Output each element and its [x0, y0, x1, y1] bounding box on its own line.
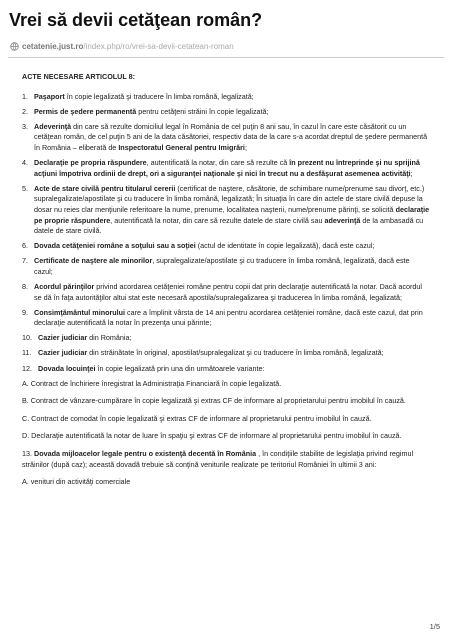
header-divider — [8, 57, 444, 58]
list-item-text — [34, 282, 430, 303]
document-body — [22, 72, 430, 495]
housing-options — [22, 379, 430, 488]
list-item-text — [34, 241, 430, 252]
text: , în condiţiile stabilite de legislaţia privind regimul străinilor (după caz); această dovadă trebuie să conţină veniturile realizate pe teritoriul României în ultimii 3 ani: — [22, 449, 414, 469]
bold-text: declaraţie pe proprie răspundere — [34, 204, 430, 225]
text: , autentificată la notar, din care să rezulte datele de stare civilă sau — [110, 215, 325, 225]
list-item-number: 11. — [22, 348, 32, 358]
text: (certificat de naştere, căsătorie, de schimbare nume/prenume sau divorţ, etc.) supralegalizate/apostilate şi cu traducere în limba română, legalizată; În situaţia în care din actele de stare civilă depuse la dosar nu reies clar menţiunile referitoare la nume, prenume, localitatea naşterii, nume/prenume părinţi, se solicită — [34, 183, 425, 214]
list-item-text — [34, 92, 430, 103]
text: 13. — [22, 449, 34, 459]
list-item-text — [38, 364, 430, 375]
bold-text: Consimţământul minorului — [34, 307, 126, 317]
bold-text: Dovada locuinţei — [38, 363, 96, 373]
list-item-number: 9. — [22, 307, 28, 317]
list-item-text — [38, 333, 430, 344]
bold-text: adeverinţă — [324, 215, 361, 225]
text: (actul de identitate în copie legalizată), dacă este cazul; — [195, 241, 375, 251]
text: A. venituri din activităţi comerciale — [22, 477, 131, 487]
list-item — [22, 348, 430, 359]
list-item-number: 3. — [22, 121, 28, 131]
list-item — [22, 308, 430, 329]
text: , supralegalizate/apostilate şi cu traducere în limba română, legalizată, dacă este cazul; — [34, 256, 410, 276]
list-item — [22, 122, 430, 154]
list-item-text — [34, 256, 430, 277]
list-item — [22, 92, 430, 103]
page-title: Vrei să devii cetăţean român? — [9, 10, 263, 30]
text: care a împlinit vârsta de 14 ani pentru acordarea cetăţeniei române, dacă este cazul, dat prin declaraţie autentificată la notar în prezenţa unui părinte; — [34, 307, 423, 328]
list-item — [22, 158, 430, 179]
bold-text: Adeverinţă — [34, 121, 72, 131]
bold-text: Permis de şedere permanentă — [34, 106, 137, 116]
list-item-text — [34, 308, 430, 329]
text: din străinătate în original, apostilat/supralegalizat şi cu traducere în limba română, legalizată; — [87, 348, 384, 358]
list-item — [22, 333, 430, 344]
bold-text: Acordul părinţilor — [34, 282, 95, 291]
bold-text: Paşaport — [34, 91, 65, 101]
bold-text: Acte de stare civilă pentru titularul cererii — [34, 183, 176, 193]
section-heading: ACTE NECESARE ARTICOLUL 8: — [22, 72, 136, 81]
paragraph — [22, 431, 430, 442]
bold-text: Dovada mijloacelor legale pentru o existenţă decentă în România — [34, 449, 257, 459]
page-number: 1/5 — [429, 622, 440, 631]
list-item-number: 8. — [22, 282, 28, 291]
paragraph — [22, 396, 430, 407]
text: D. Declaraţie autentificată la notar de luare în spaţiu şi extras CF de informare al proprietarului pentru imobilul în cauză. — [22, 431, 402, 441]
source-url[interactable] — [10, 42, 234, 51]
list-item — [22, 241, 430, 252]
list-item-text — [34, 184, 430, 237]
text: ; — [244, 142, 247, 152]
globe-link-icon — [10, 42, 19, 51]
list-item — [22, 184, 430, 237]
bold-text: Certificate de naştere ale minorilor — [34, 256, 153, 266]
text: de la ambasadă cu datele de stare civilă. — [34, 215, 424, 236]
text: ; — [410, 168, 413, 178]
text: A. Contract de închiriere înregistrat la Administraţia Financiară în copie legalizată. — [22, 378, 282, 388]
list-item-number: 7. — [22, 256, 28, 266]
list-item-number: 5. — [22, 183, 28, 193]
bold-text: Declaraţie pe propria răspundere — [34, 158, 147, 168]
list-item-text — [38, 348, 430, 359]
paragraph — [22, 379, 430, 390]
list-item-number: 4. — [22, 158, 28, 168]
text: C. Contract de comodat în copie legalizată şi extras CF de informare al proprietarului pentru imobilul în cauză. — [22, 413, 372, 423]
text: în copie legalizată şi traducere în limba română, legalizată; — [64, 91, 254, 101]
text: privind acordarea cetăţeniei române pentru copii dat prin declaraţie autentificată la notar. Dacă acordul se dă în faţa autorităţilor altui stat este necesară apostila/supralegalizarea şi traducerea în limba română, legalizată; — [34, 282, 422, 302]
text: pentru cetăţeni străini în copie legalizată; — [136, 106, 269, 116]
url-domain[interactable]: cetatenie.just.ro — [22, 42, 84, 51]
bold-text: Inspectoratul General pentru Imigrări — [118, 142, 245, 152]
bold-text: Cazier judiciar — [38, 333, 88, 343]
list-item — [22, 107, 430, 118]
text: în copie legalizată prin una din următoarele variante: — [95, 363, 265, 373]
paragraph — [22, 449, 430, 470]
bold-text: Cazier judiciar — [38, 348, 88, 358]
bold-text: Dovada cetăţeniei române a soţului sau a soţiei — [34, 241, 196, 251]
text: din România; — [87, 333, 132, 343]
list-item-number: 1. — [22, 91, 28, 101]
url-path[interactable]: /index.php/ro/vrei-sa-devii-cetatean-roman — [83, 42, 234, 51]
requirements-list — [22, 92, 430, 375]
text: B. Contract de vânzare-cumpărare în copie legalizată şi extras CF de informare al proprietarului pentru imobilul în cauză. — [22, 396, 406, 406]
bold-text: în prezent nu întreprinde şi nu sprijină acţiuni împotriva ordinii de drept, ori a siguranţei naţionale şi nici în trecut nu a desfăşurat asemenea activităţi — [34, 158, 420, 178]
list-item — [22, 282, 430, 303]
list-item-text — [34, 122, 430, 154]
list-item — [22, 364, 430, 375]
list-item-text — [34, 158, 430, 179]
list-item-number: 10. — [22, 333, 32, 343]
list-item-text — [34, 107, 430, 118]
list-item — [22, 256, 430, 277]
list-item-number: 2. — [22, 106, 28, 116]
list-item-number: 6. — [22, 241, 28, 251]
text: din care să rezulte domiciliul legal în România de cel puţin 8 ani sau, în cazul în care este căsătorit cu un cetăţean român, de cel puţin 5 ani de la data căsătoriei, respectiv data de la care s-a acordat dreptul de şedere permanentă în România – eliberată de — [34, 121, 428, 152]
paragraph — [22, 477, 430, 488]
text: , autentificată la notar, din care să rezulte că — [146, 158, 290, 168]
list-item-number: 12. — [22, 363, 32, 373]
paragraph — [22, 414, 430, 425]
